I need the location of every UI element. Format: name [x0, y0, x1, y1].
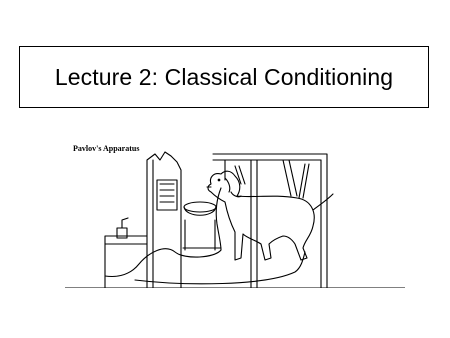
slide-title-box [19, 46, 429, 108]
figure-caption: Pavlov's Apparatus [73, 144, 140, 153]
slide-title: Lecture 2: Classical Conditioning [54, 63, 394, 90]
pavlov-apparatus-illustration [65, 140, 405, 288]
